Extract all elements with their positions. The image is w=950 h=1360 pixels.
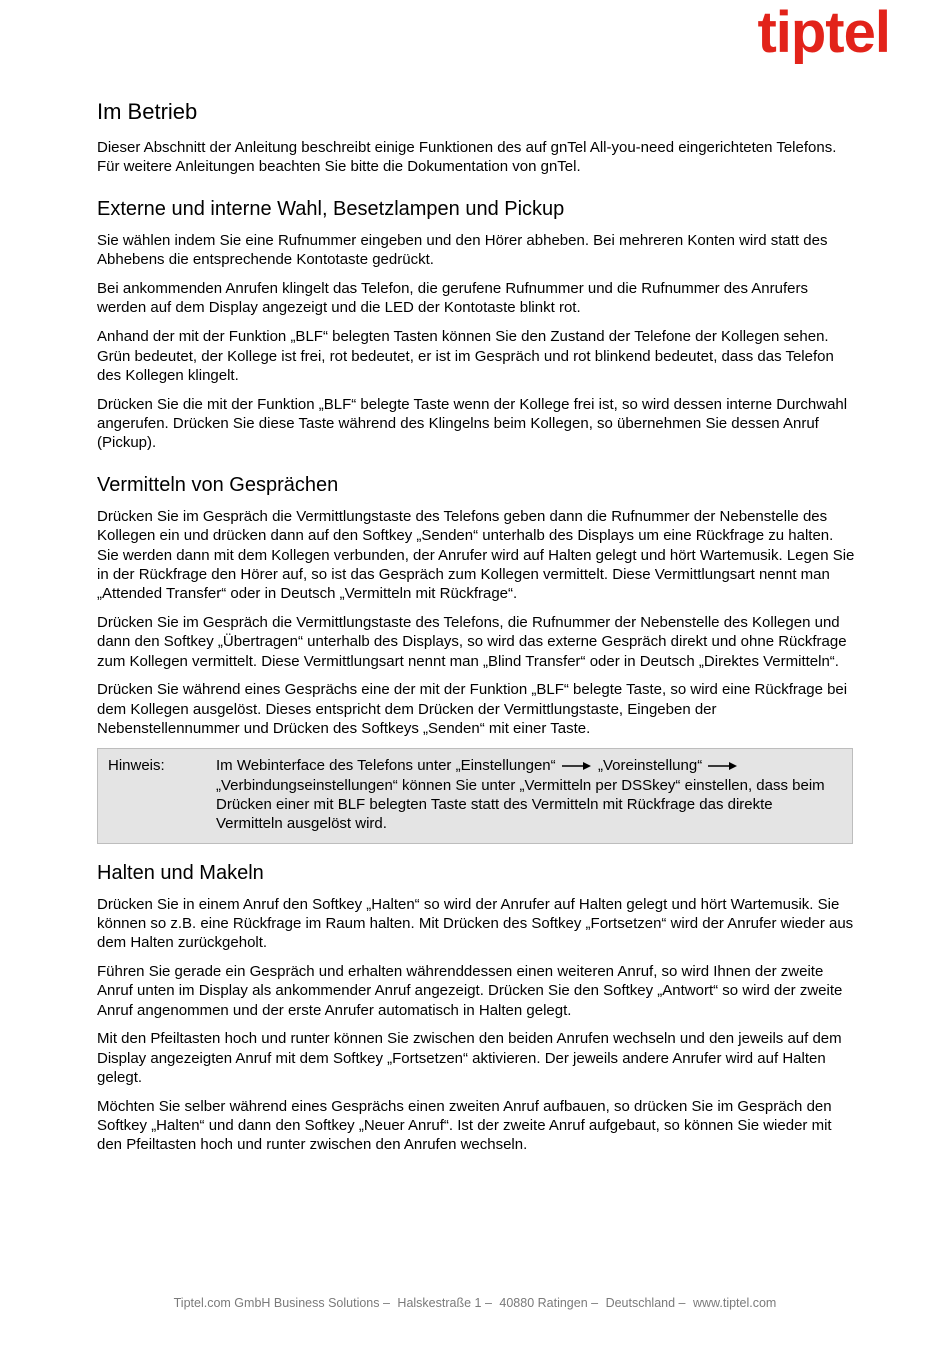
section-heading-hold: Halten und Makeln (97, 861, 264, 884)
paragraph: Drücken Sie in einem Anruf den Softkey „Halten“ so wird der Anrufer auf Halten gelegt und hört Wartemusik. Sie können so z.B. eine Rückfrage im Raum halten. Mit Drücken des Softkey „Fortsetzen“ wird der Anrufer wieder aus dem Halten zurückgeholt. (97, 895, 854, 952)
section-heading-transfer: Vermitteln von Gesprächen (97, 474, 339, 497)
arrow-right-icon (708, 761, 738, 771)
note-text-part: „Voreinstellung“ (597, 757, 703, 775)
footer-country: Deutschland – (605, 1296, 686, 1310)
paragraph: Drücken Sie die mit der Funktion „BLF“ belegte Taste wenn der Kollege frei ist, so wird dessen interne Durchwahl angerufen. Drücken Sie diese Taste während des Klingelns beim Kollegen, so übernehmen Sie dessen Anruf (Pickup). (97, 395, 848, 452)
footer-city: 40880 Ratingen – (499, 1296, 599, 1310)
paragraph: Drücken Sie im Gespräch die Vermittlungstaste des Telefons, die Rufnummer der Nebenstelle des Kollegen und dann den Softkey „Übertragen“ unterhalb des Displays, so wird das externe Gespräch direkt und ohne Rückfrage zum Kollegen vermittelt. Diese Vermittlungsart nennt man „Blind Transfer“ oder in Deutsch „Direktes Vermitteln“. (97, 614, 847, 670)
paragraph: Drücken Sie während eines Gesprächs eine der mit der Funktion „BLF“ belegte Taste, so wird eine Rückfrage bei dem Kollegen ausgelöst. Dieses entspricht dem Drücken der Vermittlungstaste, Eingeben der Nebenstellennummer und Drücken des Softkeys „Senden“ mit einer Taste. (97, 681, 848, 738)
intro-paragraph: Dieser Abschnitt der Anleitung beschreibt einige Funktionen des auf gnTel All-you-need eingerichteten Telefons. Für weitere Anleitungen beachten Sie bitte die Dokumentation von gnTel. (97, 139, 837, 176)
paragraph: Möchten Sie selber während eines Gesprächs einen zweiten Anruf aufbauen, so drücken Sie im Gespräch den Softkey „Halten“ und dann den Softkey „Neuer Anruf“. Ist der zweite Anruf aufgebaut, so können Sie wieder mit den Pfeiltasten hoch und runter zwischen den Anrufen wechseln. (97, 1097, 832, 1154)
paragraph: Anhand der mit der Funktion „BLF“ belegten Tasten können Sie den Zustand der Telefone der Kollegen sehen. Grün bedeutet, der Kollege ist frei, rot bedeutet, er ist im Gespräch und rot blinkend bedeutet, dass das Telefon des Kollegen klingelt. (97, 328, 834, 384)
page-footer (0, 1296, 950, 1310)
note-box (97, 748, 853, 843)
paragraph: Drücken Sie im Gespräch die Vermittlungstaste des Telefons geben dann die Rufnummer der Nebenstelle des Kollegen ein und drücken dann auf den Softkey „Senden“ unterhalb des Displays um eine Rückfrage zu halten. Sie werden dann mit dem Kollegen verbunden, der Anrufer wird auf Halten gelegt und hört Wartemusik. Legen Sie in der Rückfrage den Hörer auf, so ist das Gespräch zum Kollegen vermittelt. Diese Vermittlungsart nennt man „Attended Transfer“ oder in Deutsch „Vermitteln mit Rückfrage“. (97, 508, 855, 603)
arrow-right-icon (562, 761, 592, 771)
paragraph: Führen Sie gerade ein Gespräch und erhalten währenddessen einen weiteren Anruf, so wird Ihnen der zweite Anruf unten im Display als ankommender Anruf angezeigt. Drücken Sie den Softkey „Antwort“ so wird der zweite Anruf angenommen und der erste Anrufer automatisch in Halten gelegt. (97, 962, 843, 1019)
page-title: Im Betrieb (97, 99, 198, 124)
document-body (97, 98, 857, 1164)
paragraph: Mit den Pfeiltasten hoch und runter können Sie zwischen den beiden Anrufen wechseln und den jeweils auf dem Display angezeigten Anruf mit dem Softkey „Fortsetzen“ aktivieren. Der jeweils andere Anrufer wird auf Halten gelegt. (97, 1030, 842, 1086)
note-text-part: Im Webinterface des Telefons unter „Einstellungen“ (216, 757, 556, 775)
paragraph: Sie wählen indem Sie eine Rufnummer eingeben und den Hörer abheben. Bei mehreren Konten wird statt des Abhebens die entsprechende Kontotaste gedrückt. (97, 232, 828, 269)
paragraph: Bei ankommenden Anrufen klingelt das Telefon, die gerufene Rufnummer und die Rufnummer des Anrufers werden auf dem Display angezeigt und die LED der Kontotaste blinkt rot. (97, 280, 808, 317)
note-label: Hinweis: (108, 757, 165, 775)
note-text-part: „Verbindungseinstellungen“ können Sie unter „Vermitteln per DSSkey“ einstellen, dass beim Drücken einer mit BLF belegten Taste statt des Vermitteln mit Rückfrage das direkte Vermitteln ausgelöst wird. (216, 776, 825, 833)
tiptel-logo: tiptel (757, 0, 890, 65)
note-text (216, 756, 842, 833)
footer-street: Halskestraße 1 – (397, 1296, 492, 1310)
footer-company: Tiptel.com GmbH Business Solutions – (173, 1296, 390, 1310)
footer-website: www.tiptel.com (692, 1296, 777, 1310)
section-heading-dialing: Externe und interne Wahl, Besetzlampen und Pickup (97, 198, 565, 221)
